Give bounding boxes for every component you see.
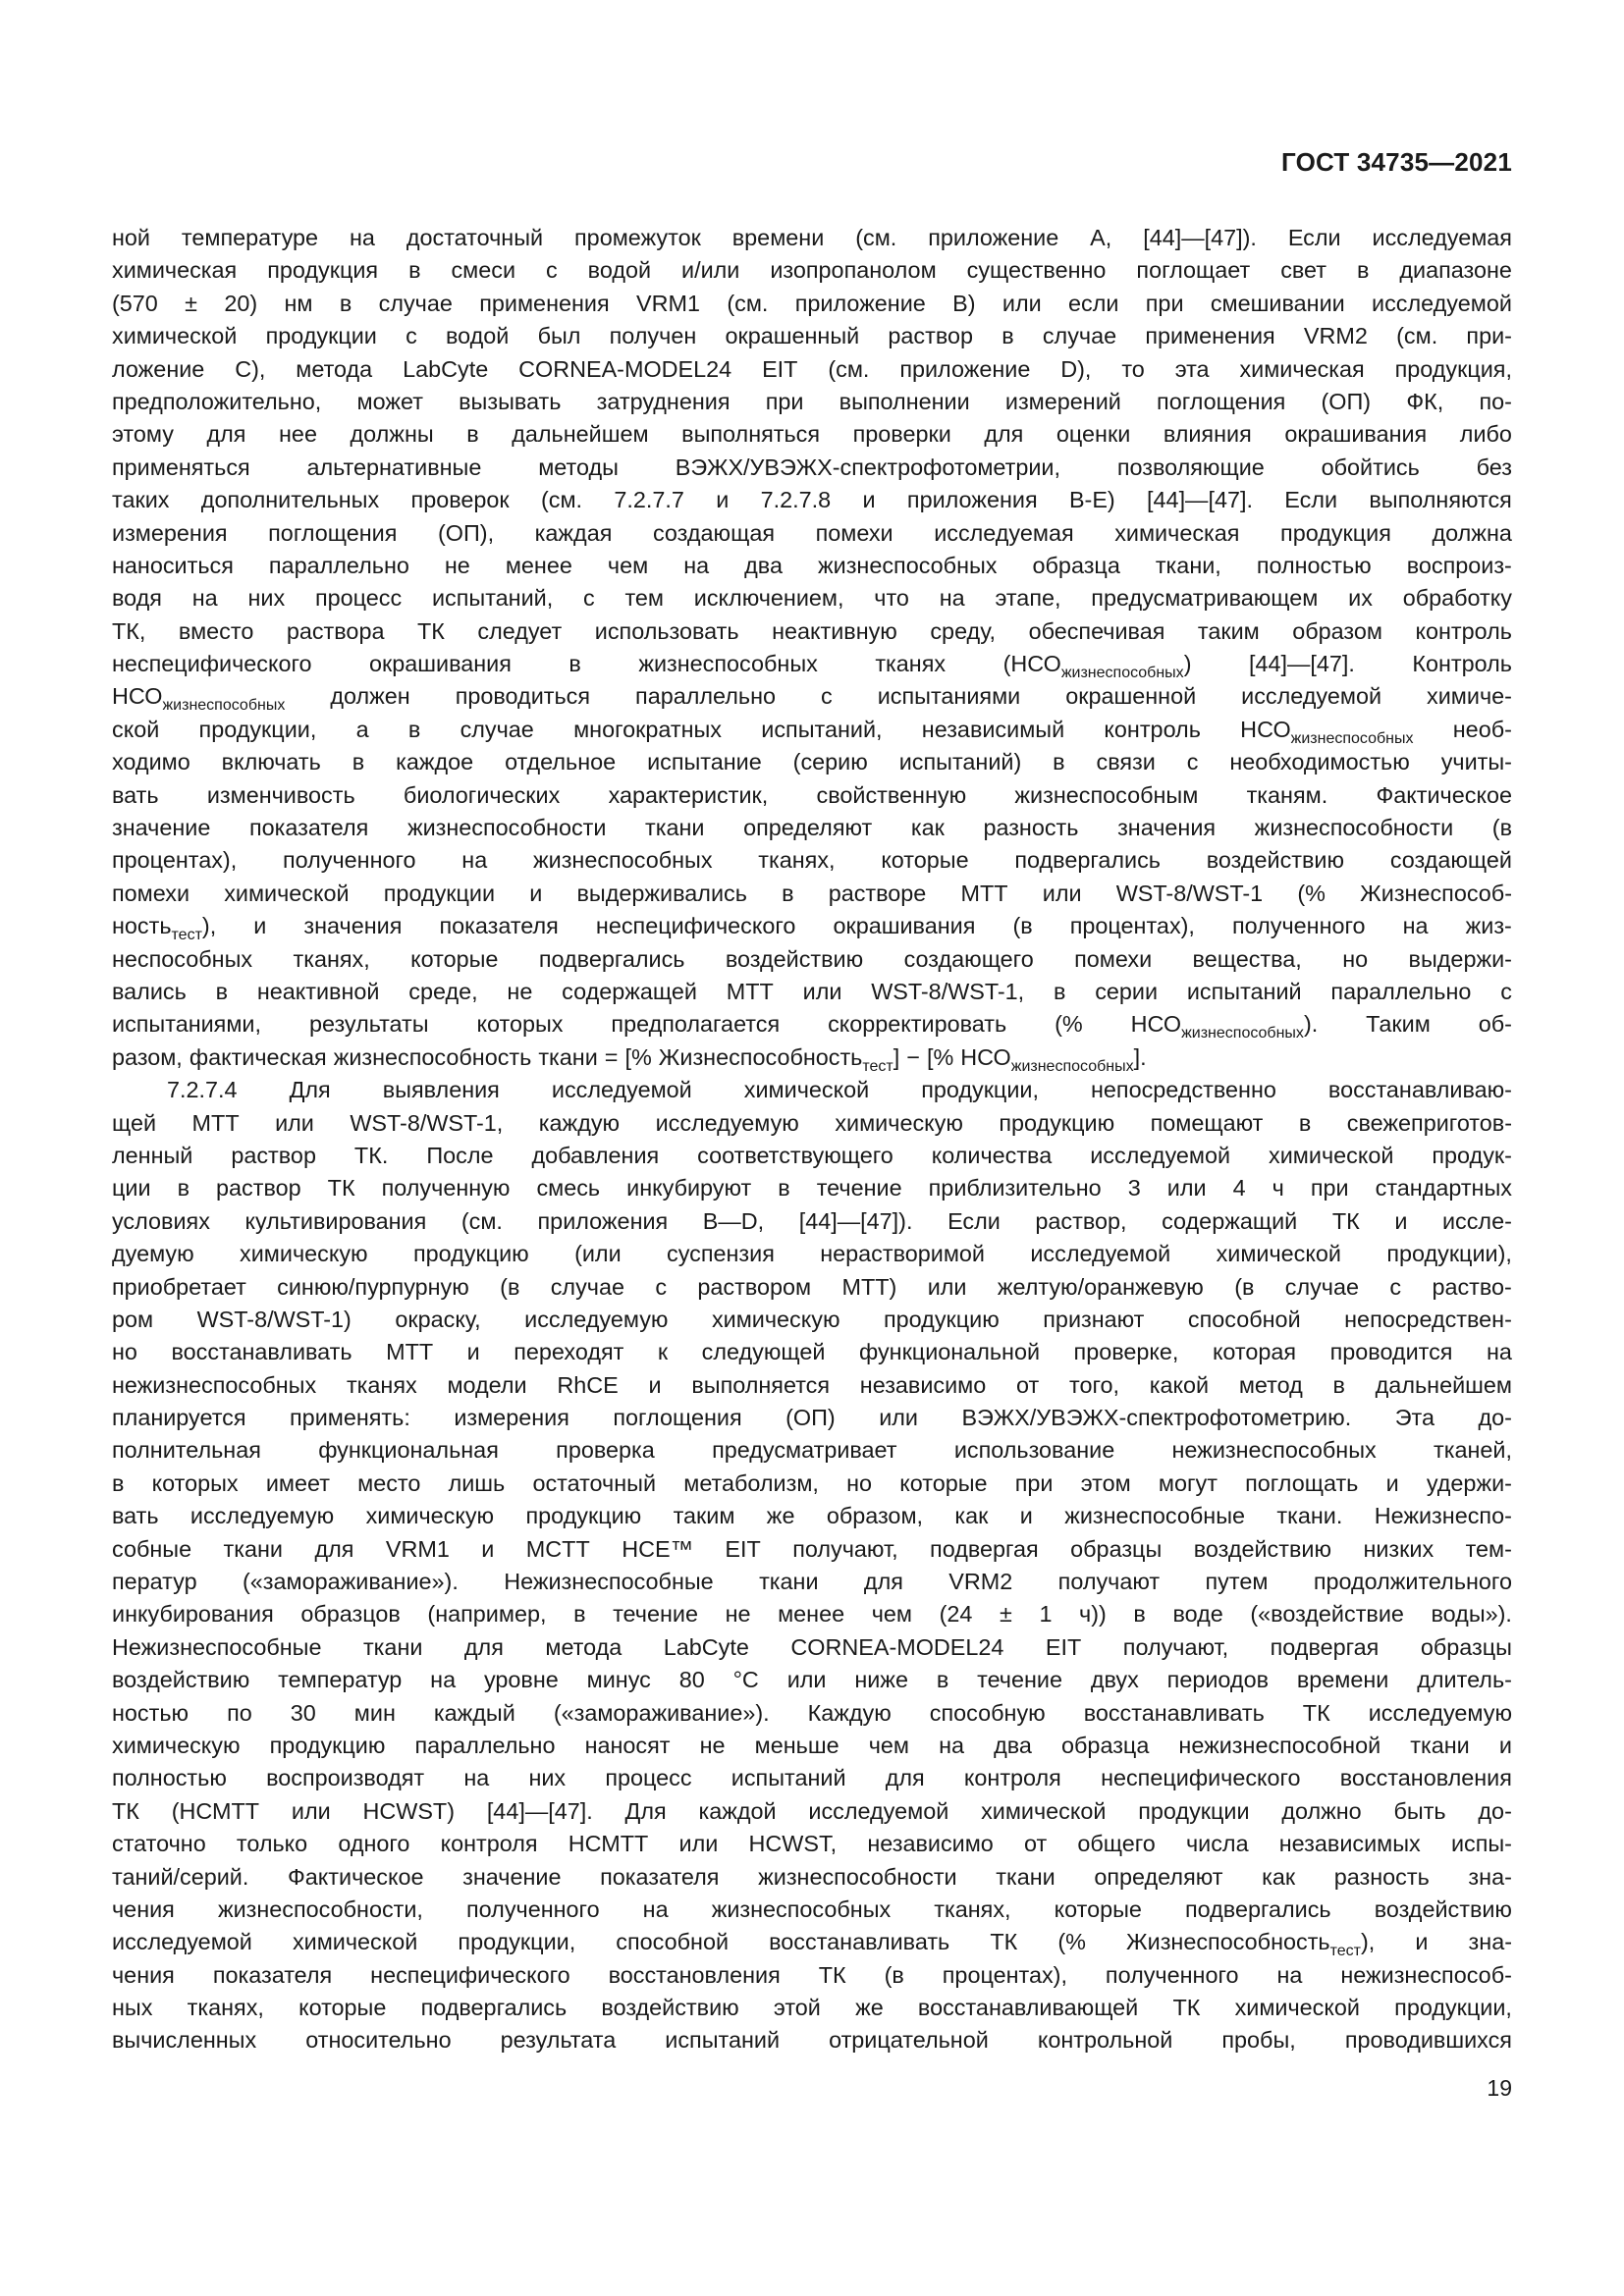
text-line: полностью воспроизводят на них процесс испытаний для контроля неспецифического восстановления	[112, 1765, 1512, 1791]
text-line: этому для нее должны в дальнейшем выполняться проверки для оценки влияния окрашивания либо	[112, 421, 1512, 448]
text-line: таний/серий. Фактическое значение показателя жизнеспособности ткани определяют как разность зна-	[112, 1863, 1512, 1890]
document-standard-id: ГОСТ 34735—2021	[1281, 147, 1512, 177]
text-line: $НСО_{жизнеспособных}$ должен проводиться параллельно с испытаниями окрашенной исследуемой химиче-	[112, 683, 1512, 715]
text-line: вать изменчивость биологических характеристик, свойственную жизнеспособным тканям. Фактическое	[112, 781, 1512, 808]
text-line: ностью по 30 мин каждый («замораживание»). Каждую способную восстанавливать ТК исследуемую	[112, 1699, 1512, 1726]
text-line: в которых имеет место лишь остаточный метаболизм, но которые при этом могут поглощать и удержи-	[112, 1469, 1512, 1496]
text-line: помехи химической продукции и выдерживались в растворе МТТ или WST-8/WST-1 (% Жизнеспособ-	[112, 880, 1512, 906]
text-line: предположительно, может вызывать затруднения при выполнении измерений поглощения (ОП) ФК, по-	[112, 388, 1512, 414]
paragraph-continuation	[112, 222, 1512, 1074]
paragraph-clause-7-2-7-4	[112, 1074, 1512, 2057]
text-line: приобретает синюю/пурпурную (в случае с раствором МТТ) или желтую/оранжевую (в случае с раство-	[112, 1273, 1512, 1300]
text-line: вать исследуемую химическую продукцию таким же образом, как и жизнеспособные ткани. Нежизнеспо-	[112, 1503, 1512, 1529]
text-line: воздействию температур на уровне минус 80 °С или ниже в течение двух периодов времени длитель-	[112, 1667, 1512, 1693]
text-line: наноситься параллельно не менее чем на два жизнеспособных образца ткани, полностью воспроиз-	[112, 552, 1512, 578]
text-line: вались в неактивной среде, не содержащей МТТ или WST-8/WST-1, в серии испытаний параллельно с	[112, 978, 1512, 1004]
text-line: полнительная функциональная проверка предусматривает использование нежизнеспособных тканей,	[112, 1437, 1512, 1464]
text-line: значение показателя жизнеспособности ткани определяют как разность значения жизнеспособности (в	[112, 815, 1512, 841]
text-line: но восстанавливать МТТ и переходят к следующей функциональной проверке, которая проводится на	[112, 1339, 1512, 1365]
text-line: ции в раствор ТК полученную смесь инкубируют в течение приблизительно 3 или 4 ч при стандартных	[112, 1175, 1512, 1201]
text-line: исследуемой химической продукции, способной восстанавливать ТК (% Жизнеспособность$_{тест}$), и зна-	[112, 1929, 1512, 1960]
text-line: ленный раствор ТК. После добавления соответствующего количества исследуемой химической продук-	[112, 1142, 1512, 1168]
text-line: измерения поглощения (ОП), каждая создающая помехи исследуемая химическая продукция должна	[112, 519, 1512, 546]
text-line: Нежизнеспособные ткани для метода LabCyte CORNEA-MODEL24 EIT получают, подвергая образцы	[112, 1633, 1512, 1660]
text-line: ность$_{тест}$), и значения показателя неспецифического окрашивания (в процентах), полученного на жиз-	[112, 913, 1512, 944]
text-line: химическую продукцию параллельно наносят не меньше чем на два образца нежизнеспособной ткани и	[112, 1732, 1512, 1758]
text-line: чения жизнеспособности, полученного на жизнеспособных тканях, которые подвергались воздействию	[112, 1896, 1512, 1922]
text-line: химическая продукция в смеси с водой и/или изопропанолом существенно поглощает свет в диапазоне	[112, 257, 1512, 284]
text-line: 7.2.7.4 Для выявления исследуемой химической продукции, непосредственно восстанавливаю-	[167, 1077, 1512, 1103]
text-line: дуемую химическую продукцию (или суспензия нерастворимой исследуемой химической продукции),	[112, 1241, 1512, 1267]
text-line: применяться альтернативные методы ВЭЖХ/УВЭЖХ-спектрофотометрии, позволяющие обойтись без	[112, 454, 1512, 480]
text-line: инкубирования образцов (например, в течение не менее чем (24 ± 1 ч)) в воде («воздействие воды»).	[112, 1601, 1512, 1628]
text-line: ператур («замораживание»). Нежизнеспособные ткани для VRM2 получают путем продолжительного	[112, 1569, 1512, 1595]
text-line: вычисленных относительно результата испытаний отрицательной контрольной пробы, проводившихся	[112, 2027, 1512, 2054]
text-line: ходимо включать в каждое отдельное испытание (серию испытаний) в связи с необходимостью учиты-	[112, 749, 1512, 775]
text-line: процентах), полученного на жизнеспособных тканях, которые подвергались воздействию создающей	[112, 847, 1512, 874]
text-line: ложение С), метода LabCyte CORNEA-MODEL24 EIT (см. приложение D), то эта химическая продукция,	[112, 355, 1512, 382]
text-line: ТК (НСМТТ или НСWST) [44]—[47]. Для каждой исследуемой химической продукции должно быть до-	[112, 1797, 1512, 1824]
text-line: нежизнеспособных тканях модели RhCE и выполняется независимо от того, какой метод в дальнейшем	[112, 1371, 1512, 1398]
text-line: неспецифического окрашивания в жизнеспособных тканях $(НСО_{жизнеспособных})$ [44]—[47]. Контроль	[112, 651, 1512, 682]
text-line: планируется применять: измерения поглощения (ОП) или ВЭЖХ/УВЭЖХ-спектрофотометрию. Эта до-	[112, 1405, 1512, 1431]
text-line: ром WST-8/WST-1) окраску, исследуемую химическую продукцию признают способной непосредствен-	[112, 1306, 1512, 1332]
text-line: таких дополнительных проверок (см. 7.2.7.7 и 7.2.7.8 и приложения В-Е) [44]—[47]. Если выполняются	[112, 487, 1512, 513]
text-line: неспособных тканях, которые подвергались воздействию создающего помехи вещества, но выдержи-	[112, 945, 1512, 972]
text-line: ской продукции, а в случае многократных испытаний, независимый контроль $НСО_{жизнеспособных}$ необ-	[112, 716, 1512, 747]
text-line: условиях культивирования (см. приложения В—D, [44]—[47]). Если раствор, содержащий ТК и иссле-	[112, 1207, 1512, 1234]
text-line: водя на них процесс испытаний, с тем исключением, что на этапе, предусматривающем их обработку	[112, 585, 1512, 612]
text-line: разом, фактическая жизнеспособность ткани = [% Жизнеспособность$_{тест}$] − [% $НСО_{жизнеспособных}$].	[112, 1043, 1147, 1075]
page-number: 19	[1487, 2075, 1512, 2101]
text-line: чения показателя неспецифического восстановления ТК (в процентах), полученного на нежизнеспособ-	[112, 1961, 1512, 1988]
text-line: ной температуре на достаточный промежуток времени (см. приложение А, [44]—[47]). Если исследуемая	[112, 225, 1512, 250]
text-line: щей МТТ или WST-8/WST-1, каждую исследуемую химическую продукцию помещают в свежеприготов-	[112, 1109, 1512, 1136]
text-line: химической продукции с водой был получен окрашенный раствор в случае применения VRM2 (см. при-	[112, 323, 1512, 349]
body-text	[112, 222, 1512, 2057]
text-line: ТК, вместо раствора ТК следует использовать неактивную среду, обеспечивая таким образом контроль	[112, 617, 1512, 644]
text-line: собные ткани для VRM1 и MCTT HCE™ EIT получают, подвергая образцы воздействию низких тем-	[112, 1535, 1512, 1562]
text-line: (570 ± 20) нм в случае применения VRM1 (см. приложение В) или если при смешивании исследуемой	[112, 290, 1512, 316]
text-line: испытаниями, результаты которых предполагается скорректировать (% $НСО_{жизнеспособных}$). Таким об-	[112, 1011, 1512, 1042]
text-line: статочно только одного контроля НСМТТ или НСWST, независимо от общего числа независимых испы-	[112, 1831, 1512, 1857]
text-line: ных тканях, которые подвергались воздействию этой же восстанавливающей ТК химической продукции,	[112, 1995, 1512, 2021]
